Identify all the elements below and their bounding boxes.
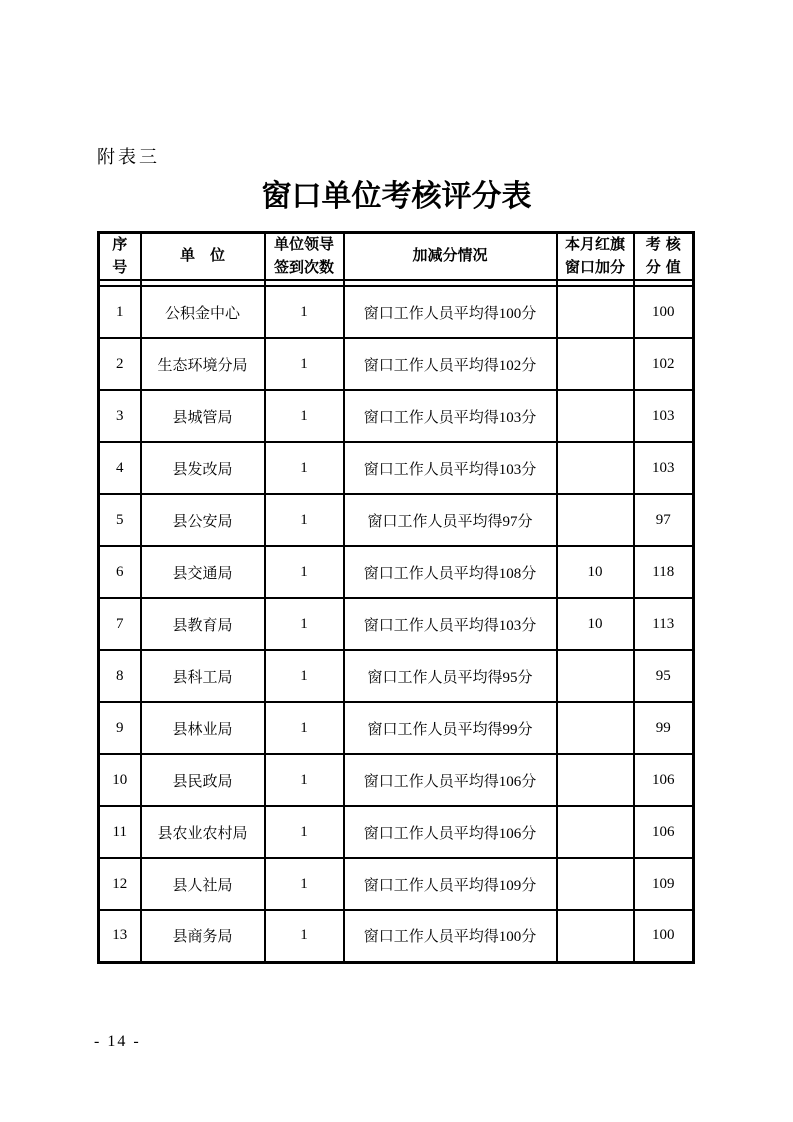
cell-bonus xyxy=(557,286,634,338)
cell-adjustment: 窗口工作人员平均得103分 xyxy=(344,390,557,442)
cell-no: 4 xyxy=(99,442,141,494)
cell-signin: 1 xyxy=(265,494,344,546)
cell-unit: 县公安局 xyxy=(141,494,265,546)
cell-no: 3 xyxy=(99,390,141,442)
cell-score: 103 xyxy=(634,390,694,442)
table-row xyxy=(99,390,694,442)
cell-signin: 1 xyxy=(265,390,344,442)
cell-signin: 1 xyxy=(265,910,344,962)
cell-bonus xyxy=(557,442,634,494)
cell-unit: 县人社局 xyxy=(141,858,265,910)
table-row xyxy=(99,286,694,338)
cell-unit: 县商务局 xyxy=(141,910,265,962)
page-number: - 14 - xyxy=(94,1033,141,1050)
header-cell-score: 考核 分值 xyxy=(634,233,694,281)
cell-adjustment: 窗口工作人员平均得106分 xyxy=(344,754,557,806)
cell-score: 118 xyxy=(634,546,694,598)
table-row xyxy=(99,858,694,910)
header-cell-unit: 单 位 xyxy=(141,233,265,281)
cell-signin: 1 xyxy=(265,286,344,338)
table-row xyxy=(99,546,694,598)
cell-score: 106 xyxy=(634,806,694,858)
cell-score: 106 xyxy=(634,754,694,806)
cell-score: 97 xyxy=(634,494,694,546)
cell-no: 5 xyxy=(99,494,141,546)
cell-score: 109 xyxy=(634,858,694,910)
cell-no: 7 xyxy=(99,598,141,650)
cell-signin: 1 xyxy=(265,546,344,598)
cell-unit: 县农业农村局 xyxy=(141,806,265,858)
header-cell-index: 序 号 xyxy=(99,233,141,281)
cell-adjustment: 窗口工作人员平均得108分 xyxy=(344,546,557,598)
table-row xyxy=(99,754,694,806)
cell-bonus xyxy=(557,754,634,806)
table-row xyxy=(99,806,694,858)
cell-no: 10 xyxy=(99,754,141,806)
cell-score: 102 xyxy=(634,338,694,390)
cell-score: 100 xyxy=(634,910,694,962)
cell-score: 95 xyxy=(634,650,694,702)
cell-signin: 1 xyxy=(265,858,344,910)
cell-no: 1 xyxy=(99,286,141,338)
table-row xyxy=(99,650,694,702)
cell-unit: 县城管局 xyxy=(141,390,265,442)
cell-signin: 1 xyxy=(265,338,344,390)
cell-signin: 1 xyxy=(265,702,344,754)
cell-unit: 县民政局 xyxy=(141,754,265,806)
table-row xyxy=(99,494,694,546)
cell-adjustment: 窗口工作人员平均得97分 xyxy=(344,494,557,546)
cell-score: 100 xyxy=(634,286,694,338)
table-row xyxy=(99,702,694,754)
page-title: 窗口单位考核评分表 xyxy=(261,180,532,213)
cell-no: 11 xyxy=(99,806,141,858)
cell-bonus xyxy=(557,338,634,390)
cell-adjustment: 窗口工作人员平均得106分 xyxy=(344,806,557,858)
cell-unit: 县教育局 xyxy=(141,598,265,650)
cell-unit: 县交通局 xyxy=(141,546,265,598)
cell-bonus xyxy=(557,910,634,962)
cell-score: 103 xyxy=(634,442,694,494)
cell-adjustment: 窗口工作人员平均得100分 xyxy=(344,910,557,962)
cell-bonus: 10 xyxy=(557,598,634,650)
attachment-label: 附表三 xyxy=(97,147,160,167)
cell-adjustment: 窗口工作人员平均得109分 xyxy=(344,858,557,910)
cell-bonus: 10 xyxy=(557,546,634,598)
cell-bonus xyxy=(557,390,634,442)
header-row xyxy=(99,233,694,281)
cell-bonus xyxy=(557,494,634,546)
cell-no: 13 xyxy=(99,910,141,962)
cell-bonus xyxy=(557,806,634,858)
table-row xyxy=(99,910,694,962)
cell-signin: 1 xyxy=(265,754,344,806)
table-row xyxy=(99,598,694,650)
cell-no: 12 xyxy=(99,858,141,910)
table-body xyxy=(99,286,694,962)
cell-signin: 1 xyxy=(265,650,344,702)
cell-bonus xyxy=(557,858,634,910)
score-table xyxy=(97,231,695,964)
cell-score: 113 xyxy=(634,598,694,650)
header-cell-adjustment: 加减分情况 xyxy=(344,233,557,281)
cell-signin: 1 xyxy=(265,806,344,858)
cell-no: 6 xyxy=(99,546,141,598)
cell-unit: 生态环境分局 xyxy=(141,338,265,390)
cell-bonus xyxy=(557,650,634,702)
cell-score: 99 xyxy=(634,702,694,754)
cell-unit: 公积金中心 xyxy=(141,286,265,338)
cell-no: 8 xyxy=(99,650,141,702)
cell-adjustment: 窗口工作人员平均得95分 xyxy=(344,650,557,702)
cell-signin: 1 xyxy=(265,598,344,650)
table-row xyxy=(99,442,694,494)
cell-adjustment: 窗口工作人员平均得103分 xyxy=(344,442,557,494)
cell-adjustment: 窗口工作人员平均得102分 xyxy=(344,338,557,390)
cell-adjustment: 窗口工作人员平均得99分 xyxy=(344,702,557,754)
header-cell-bonus: 本月红旗 窗口加分 xyxy=(557,233,634,281)
cell-no: 9 xyxy=(99,702,141,754)
cell-signin: 1 xyxy=(265,442,344,494)
cell-adjustment: 窗口工作人员平均得100分 xyxy=(344,286,557,338)
cell-bonus xyxy=(557,702,634,754)
cell-no: 2 xyxy=(99,338,141,390)
cell-unit: 县林业局 xyxy=(141,702,265,754)
table-row xyxy=(99,338,694,390)
cell-unit: 县发改局 xyxy=(141,442,265,494)
cell-unit: 县科工局 xyxy=(141,650,265,702)
header-cell-signin: 单位领导 签到次数 xyxy=(265,233,344,281)
cell-adjustment: 窗口工作人员平均得103分 xyxy=(344,598,557,650)
